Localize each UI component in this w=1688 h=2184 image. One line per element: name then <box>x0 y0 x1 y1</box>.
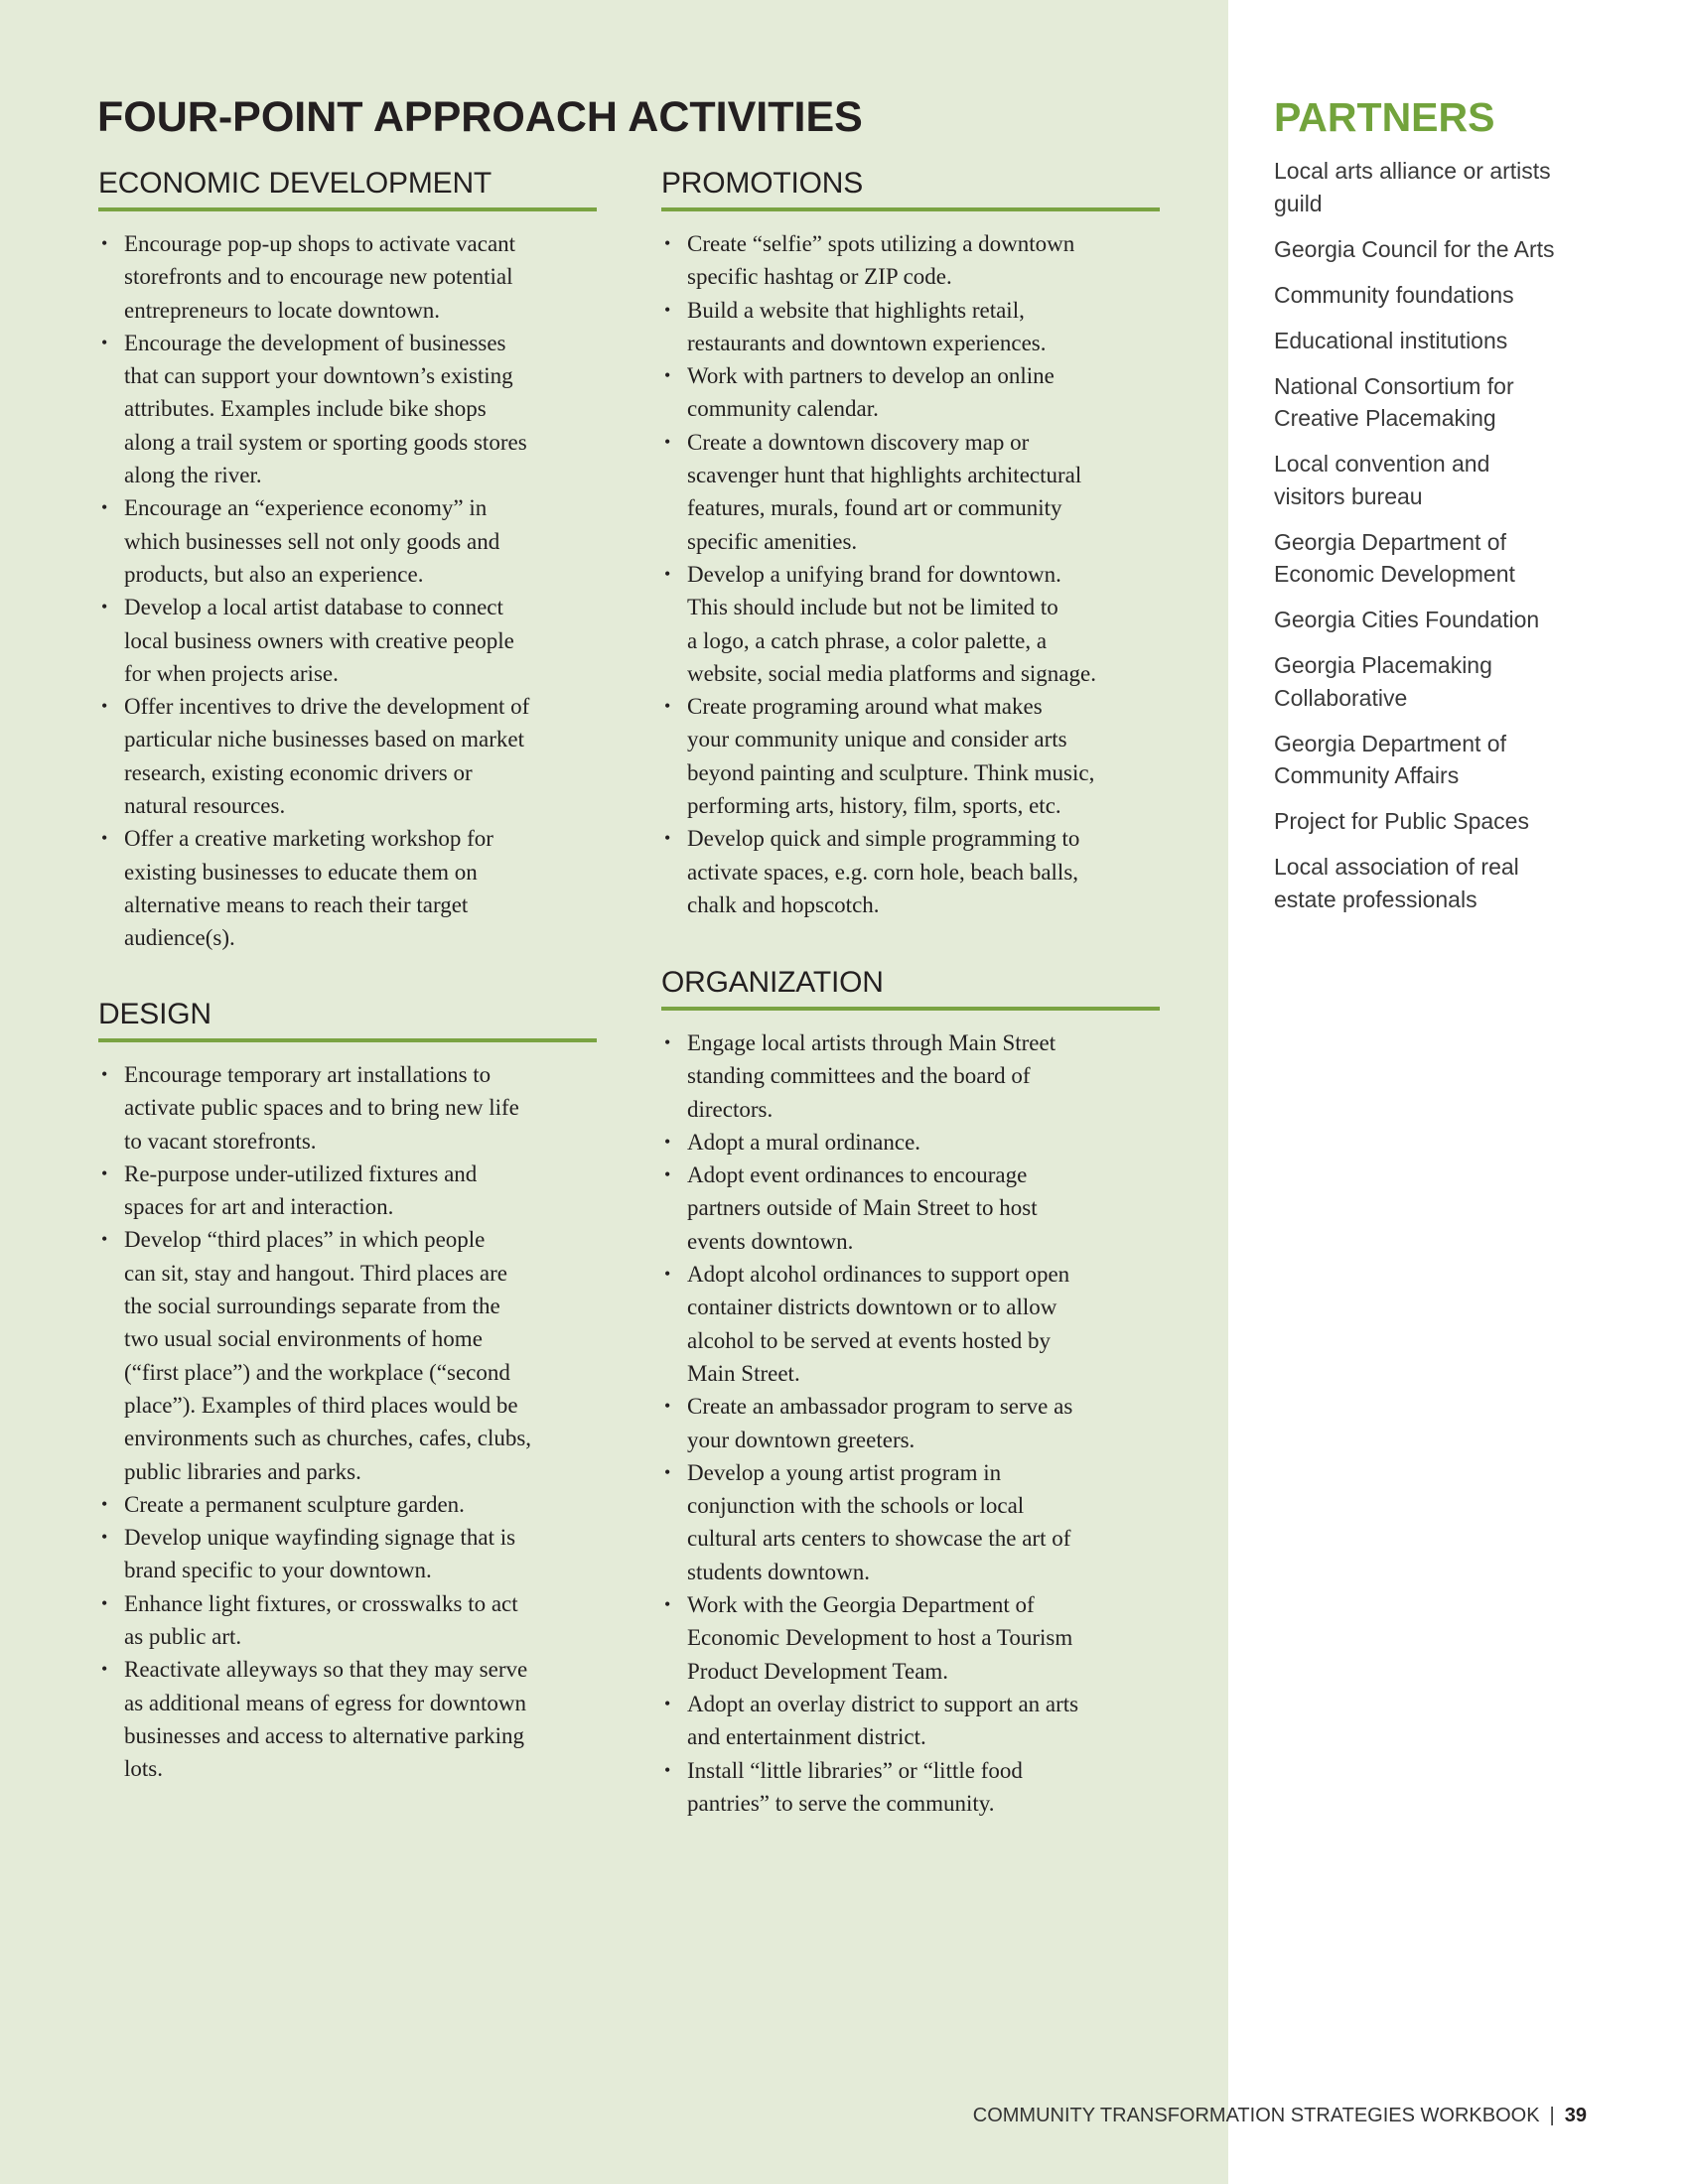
section-heading: ECONOMIC DEVELOPMENT <box>98 167 492 200</box>
bullet-item <box>661 1456 1160 1588</box>
bullet-icon: • <box>664 1264 671 1285</box>
partner-text-line: visitors bureau <box>1274 482 1423 509</box>
bullet-text-line: as public art. <box>124 1624 242 1650</box>
bullet-item <box>661 822 1160 921</box>
section-promotions <box>661 166 1160 921</box>
section-heading: DESIGN <box>98 998 211 1030</box>
bullet-text-line: Adopt event ordinances to encourage <box>687 1162 1028 1188</box>
bullet-text-line: place”). Examples of third places would be <box>124 1392 518 1418</box>
partner-item <box>1274 279 1651 312</box>
bullet-icon: • <box>664 1131 671 1152</box>
bullet-item <box>98 327 597 491</box>
bullet-icon: • <box>101 696 108 717</box>
bullet-text-line: spaces for art and interaction. <box>124 1194 394 1220</box>
bullet-text-line: Create programing around what makes <box>687 694 1043 720</box>
footer-workbook-title: COMMUNITY TRANSFORMATION STRATEGIES WORKBOOK <box>972 2105 1540 2126</box>
partner-item <box>1274 728 1651 792</box>
bullet-item <box>661 690 1160 822</box>
bullet-text-line: specific amenities. <box>687 528 858 554</box>
bullet-text-line: scavenger hunt that highlights architectural <box>687 463 1082 488</box>
bullet-icon: • <box>101 1064 108 1084</box>
section-divider <box>98 207 597 211</box>
bullet-text-line: (“first place”) and the workplace (“second <box>124 1359 510 1385</box>
partner-item <box>1274 526 1651 591</box>
bullet-text-line: Offer incentives to drive the development of <box>124 694 530 720</box>
section-divider <box>98 1038 597 1042</box>
bullet-text-line: Develop a local artist database to connect <box>124 595 503 620</box>
bullet-icon: • <box>101 332 108 352</box>
bullet-icon: • <box>664 1693 671 1713</box>
bullet-text-line: entrepreneurs to locate downtown. <box>124 297 441 323</box>
bullet-item <box>661 1126 1160 1159</box>
bullet-text-line: performing arts, history, film, sports, etc. <box>687 793 1061 819</box>
bullet-item <box>661 558 1160 690</box>
bullet-text-line: Encourage an “experience economy” in <box>124 495 488 521</box>
bullet-icon: • <box>101 1493 108 1514</box>
bullet-text-line: cultural arts centers to showcase the art of <box>687 1526 1071 1552</box>
partner-text-line: Community Affairs <box>1274 762 1460 788</box>
partner-text-line: Georgia Department of <box>1274 730 1506 756</box>
bullet-text-line: features, murals, found art or community <box>687 495 1062 521</box>
section-divider <box>661 207 1160 211</box>
partners-sidebar <box>1274 93 1651 929</box>
bullet-text-line: events downtown. <box>687 1228 854 1254</box>
bullet-icon: • <box>664 1396 671 1417</box>
bullet-text-line: website, social media platforms and signage. <box>687 660 1096 686</box>
bullet-list <box>661 227 1160 921</box>
bullet-text-line: your community unique and consider arts <box>687 727 1067 752</box>
bullet-text-line: standing committees and the board of <box>687 1063 1031 1089</box>
bullet-text-line: to vacant storefronts. <box>124 1128 317 1154</box>
bullet-icon: • <box>664 1164 671 1185</box>
bullet-text-line: which businesses sell not only goods and <box>124 528 500 554</box>
bullet-text-line: Adopt a mural ordinance. <box>687 1129 921 1155</box>
bullet-item <box>661 1159 1160 1258</box>
bullet-icon: • <box>101 1659 108 1680</box>
bullet-text-line: audience(s). <box>124 925 235 951</box>
bullet-icon: • <box>664 696 671 717</box>
partner-text-line: Collaborative <box>1274 684 1408 711</box>
partner-item <box>1274 325 1651 357</box>
partner-text-line: Community foundations <box>1274 281 1514 308</box>
partner-item <box>1274 448 1651 512</box>
bullet-text-line: Develop quick and simple programming to <box>687 826 1080 852</box>
bullet-icon: • <box>101 1162 108 1183</box>
bullet-text-line: along the river. <box>124 463 262 488</box>
partner-text-line: Project for Public Spaces <box>1274 808 1529 834</box>
bullet-item <box>661 294 1160 360</box>
page-footer <box>973 2103 1587 2128</box>
bullet-text-line: Encourage the development of businesses <box>124 330 506 355</box>
bullet-text-line: along a trail system or sporting goods stores <box>124 429 527 455</box>
bullet-icon: • <box>101 1229 108 1250</box>
bullet-text-line: Create an ambassador program to serve as <box>687 1394 1073 1420</box>
bullet-item <box>98 491 597 591</box>
bullet-text-line: can sit, stay and hangout. Third places are <box>124 1260 507 1286</box>
bullet-icon: • <box>664 299 671 320</box>
partner-text-line: Local convention and <box>1274 451 1490 477</box>
bullet-text-line: as additional means of egress for downtown <box>124 1690 526 1715</box>
bullet-item <box>661 1588 1160 1688</box>
bullet-item <box>98 1223 597 1487</box>
bullet-list <box>661 1026 1160 1820</box>
bullet-text-line: lots. <box>124 1756 163 1782</box>
partner-item <box>1274 649 1651 714</box>
bullet-icon: • <box>664 1759 671 1780</box>
bullet-text-line: alternative means to reach their target <box>124 891 469 917</box>
section-organization <box>661 965 1160 1820</box>
bullet-text-line: Adopt an overlay district to support an arts <box>687 1691 1079 1716</box>
partner-item <box>1274 851 1651 915</box>
partner-text-line: Georgia Placemaking <box>1274 652 1492 678</box>
partner-item <box>1274 233 1651 266</box>
bullet-text-line: that can support your downtown’s existing <box>124 363 513 389</box>
bullet-icon: • <box>664 828 671 849</box>
page-number: 39 <box>1564 2105 1587 2126</box>
bullet-text-line: research, existing economic drivers or <box>124 759 473 785</box>
bullet-text-line: beyond painting and sculpture. Think music, <box>687 759 1095 785</box>
bullet-text-line: a logo, a catch phrase, a color palette, a <box>687 627 1048 653</box>
bullet-text-line: directors. <box>687 1096 774 1122</box>
bullet-text-line: This should include but not be limited to <box>687 595 1058 620</box>
bullet-item <box>661 1688 1160 1754</box>
bullet-icon: • <box>664 1461 671 1482</box>
partner-text-line: Economic Development <box>1274 561 1515 587</box>
bullet-text-line: Product Development Team. <box>687 1658 949 1684</box>
bullet-icon: • <box>101 1527 108 1548</box>
bullet-text-line: pantries” to serve the community. <box>687 1790 995 1816</box>
partners-title: PARTNERS <box>1274 94 1495 140</box>
bullet-text-line: particular niche businesses based on market <box>124 727 525 752</box>
bullet-icon: • <box>101 597 108 617</box>
bullet-item <box>98 591 597 690</box>
bullet-text-line: two usual social environments of home <box>124 1326 483 1352</box>
bullet-icon: • <box>664 365 671 386</box>
bullet-text-line: products, but also an experience. <box>124 561 424 587</box>
bullet-text-line: Build a website that highlights retail, <box>687 297 1025 323</box>
bullet-text-line: specific hashtag or ZIP code. <box>687 264 952 290</box>
bullet-text-line: Create a downtown discovery map or <box>687 429 1030 455</box>
bullet-text-line: conjunction with the schools or local <box>687 1493 1025 1519</box>
partner-text-line: Local arts alliance or artists <box>1274 158 1551 184</box>
bullet-text-line: Develop unique wayfinding signage that is <box>124 1525 516 1551</box>
partner-list <box>1274 155 1651 915</box>
bullet-text-line: your downtown greeters. <box>687 1427 915 1452</box>
bullet-text-line: Engage local artists through Main Street <box>687 1030 1056 1055</box>
bullet-text-line: Enhance light fixtures, or crosswalks to act <box>124 1590 518 1616</box>
bullet-item <box>661 1258 1160 1390</box>
bullet-text-line: Economic Development to host a Tourism <box>687 1625 1073 1651</box>
partner-item <box>1274 805 1651 838</box>
bullet-text-line: container districts downtown or to allow <box>687 1295 1057 1320</box>
partner-item <box>1274 370 1651 435</box>
partner-text-line: Georgia Cities Foundation <box>1274 607 1540 632</box>
footer-separator: | <box>1549 2105 1555 2126</box>
partner-text-line: guild <box>1274 190 1323 216</box>
partner-text-line: Creative Placemaking <box>1274 405 1496 431</box>
bullet-icon: • <box>101 1592 108 1613</box>
bullet-text-line: alcohol to be served at events hosted by <box>687 1327 1051 1353</box>
bullet-text-line: local business owners with creative people <box>124 627 514 653</box>
bullet-text-line: Develop a young artist program in <box>687 1459 1002 1485</box>
bullet-text-line: Main Street. <box>687 1360 800 1386</box>
bullet-text-line: for when projects arise. <box>124 660 339 686</box>
bullet-text-line: environments such as churches, cafes, clubs, <box>124 1426 532 1451</box>
bullet-text-line: Adopt alcohol ordinances to support open <box>687 1262 1070 1288</box>
section-heading: ORGANIZATION <box>661 966 884 999</box>
bullet-text-line: Re-purpose under-utilized fixtures and <box>124 1160 478 1186</box>
bullet-text-line: storefronts and to encourage new potential <box>124 264 513 290</box>
bullet-text-line: businesses and access to alternative parking <box>124 1722 525 1748</box>
bullet-item <box>661 1390 1160 1456</box>
bullet-text-line: partners outside of Main Street to host <box>687 1195 1038 1221</box>
bullet-icon: • <box>101 233 108 253</box>
bullet-list <box>98 1058 597 1786</box>
partner-text-line: Georgia Council for the Arts <box>1274 235 1555 262</box>
bullet-text-line: and entertainment district. <box>687 1724 926 1750</box>
bullet-item <box>98 1058 597 1158</box>
bullet-icon: • <box>101 497 108 518</box>
partner-text-line: Educational institutions <box>1274 327 1508 353</box>
partner-item <box>1274 604 1651 636</box>
section-design <box>98 997 597 1786</box>
bullet-text-line: Create a permanent sculpture garden. <box>124 1491 465 1517</box>
bullet-item <box>98 1587 597 1654</box>
bullet-item <box>661 359 1160 426</box>
page-title: FOUR-POINT APPROACH ACTIVITIES <box>97 93 863 141</box>
bullet-icon: • <box>664 431 671 452</box>
bullet-item <box>661 426 1160 558</box>
bullet-icon: • <box>664 563 671 584</box>
bullet-text-line: students downtown. <box>687 1559 870 1584</box>
bullet-icon: • <box>664 233 671 253</box>
bullet-text-line: Reactivate alleyways so that they may serve <box>124 1657 528 1683</box>
bullet-item <box>661 1754 1160 1821</box>
bullet-text-line: activate spaces, e.g. corn hole, beach balls, <box>687 859 1079 885</box>
bullet-list <box>98 227 597 955</box>
bullet-item <box>98 1653 597 1785</box>
bullet-text-line: Work with partners to develop an online <box>687 363 1055 389</box>
bullet-item <box>98 1158 597 1224</box>
section-heading: PROMOTIONS <box>661 167 864 200</box>
bullet-text-line: Create “selfie” spots utilizing a downtown <box>687 231 1075 256</box>
bullet-icon: • <box>664 1032 671 1052</box>
bullet-text-line: Develop a unifying brand for downtown. <box>687 561 1061 587</box>
partner-text-line: Georgia Department of <box>1274 528 1506 555</box>
bullet-icon: • <box>101 828 108 849</box>
bullet-text-line: Offer a creative marketing workshop for <box>124 826 493 852</box>
bullet-text-line: attributes. Examples include bike shops <box>124 396 487 422</box>
bullet-text-line: community calendar. <box>687 396 879 422</box>
bullet-text-line: existing businesses to educate them on <box>124 859 478 885</box>
partner-text-line: estate professionals <box>1274 886 1477 912</box>
bullet-item <box>98 822 597 954</box>
bullet-item <box>98 690 597 822</box>
partner-text-line: National Consortium for <box>1274 372 1514 399</box>
bullet-icon: • <box>664 1594 671 1615</box>
bullet-text-line: natural resources. <box>124 793 286 819</box>
bullet-text-line: public libraries and parks. <box>124 1458 361 1484</box>
bullet-text-line: the social surroundings separate from the <box>124 1294 500 1319</box>
bullet-item <box>98 1521 597 1587</box>
bullet-item <box>98 1488 597 1521</box>
bullet-text-line: Encourage temporary art installations to <box>124 1062 492 1087</box>
bullet-text-line: Install “little libraries” or “little food <box>687 1757 1023 1783</box>
bullet-item <box>98 227 597 327</box>
bullet-text-line: Encourage pop-up shops to activate vacant <box>124 231 516 256</box>
bullet-text-line: restaurants and downtown experiences. <box>687 330 1047 355</box>
bullet-text-line: activate public spaces and to bring new life <box>124 1095 519 1121</box>
bullet-text-line: Work with the Georgia Department of <box>687 1592 1035 1618</box>
section-economic-development <box>98 166 597 955</box>
section-divider <box>661 1007 1160 1011</box>
partner-text-line: Local association of real <box>1274 854 1519 880</box>
partner-item <box>1274 155 1651 219</box>
bullet-text-line: chalk and hopscotch. <box>687 891 880 917</box>
bullet-item <box>661 227 1160 294</box>
bullet-item <box>661 1026 1160 1126</box>
bullet-text-line: brand specific to your downtown. <box>124 1558 432 1583</box>
bullet-text-line: Develop “third places” in which people <box>124 1227 486 1253</box>
